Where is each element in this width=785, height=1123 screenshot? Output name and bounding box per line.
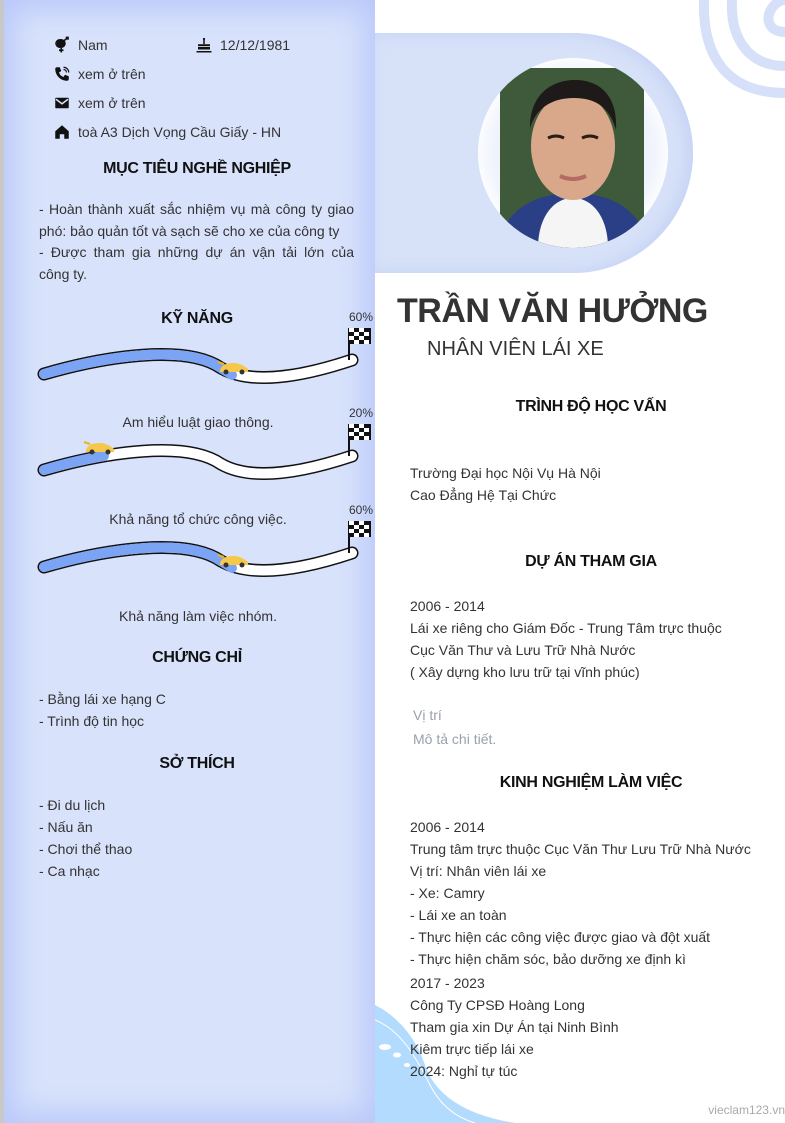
project-line: Cục Văn Thư và Lưu Trữ Nhà Nước <box>410 642 636 658</box>
project-placeholder <box>413 704 496 750</box>
decorative-swirl-icon <box>690 0 785 100</box>
certificates-title: CHỨNG CHỈ <box>152 649 242 666</box>
hobby-item: - Nấu ăn <box>39 819 93 835</box>
skill-percent: 60% <box>349 310 374 324</box>
skill-road-progress <box>36 322 378 390</box>
birthday-cake-icon <box>194 36 214 54</box>
experience-line: Tham gia xin Dự Án tại Ninh Bình <box>410 1019 619 1035</box>
certificate-item: - Bằng lái xe hạng C <box>39 691 166 707</box>
experience-entry <box>410 816 751 1082</box>
profile-photo <box>478 58 668 248</box>
phone-row <box>52 65 146 83</box>
project-period: 2006 - 2014 <box>410 598 485 614</box>
hobbies-title: SỞ THÍCH <box>159 755 235 772</box>
experience-line: 2024: Nghỉ tự túc <box>410 1063 518 1079</box>
experience-line: 2006 - 2014 <box>410 819 485 835</box>
job-title: NHÂN VIÊN LÁI XE <box>427 338 604 360</box>
skills-title: KỸ NĂNG <box>161 310 233 327</box>
gender-value: Nam <box>78 37 108 53</box>
experience-line: Công Ty CPSĐ Hoàng Long <box>410 997 585 1013</box>
checkered-flag-icon <box>349 424 371 440</box>
position-placeholder: Vị trí <box>413 707 442 723</box>
gender-icon <box>52 36 72 54</box>
gender-row <box>52 36 108 54</box>
skill-label: Am hiểu luật giao thông. <box>122 414 274 430</box>
objective-line: - Hoàn thành xuất sắc nhiệm vụ mà công ty giao phó: bảo quản tốt và sạch sẽ cho xe của công ty <box>39 201 354 239</box>
home-icon <box>52 123 72 141</box>
experience-line: - Lái xe an toàn <box>410 907 507 923</box>
skill-road-progress <box>36 418 378 486</box>
experience-line: - Thực hiện các công việc được giao và đột xuất <box>410 929 711 945</box>
skill-label: Khả năng tổ chức công việc. <box>109 511 287 527</box>
address-row <box>52 123 281 141</box>
objective-text <box>39 199 354 285</box>
experience-line: Trung tâm trực thuộc Cục Văn Thư Lưu Trữ Nhà Nước <box>410 841 751 857</box>
education-title: TRÌNH ĐỘ HỌC VẤN <box>515 398 667 415</box>
objective-title: MỤC TIÊU NGHỀ NGHIỆP <box>103 160 291 177</box>
education-item: Trường Đại học Nội Vụ Hà Nội <box>410 465 601 481</box>
experience-line: 2017 - 2023 <box>410 975 485 991</box>
experience-line: - Thực hiện chăm sóc, bảo dưỡng xe định kì <box>410 951 686 967</box>
hobbies-list <box>39 794 132 882</box>
phone-value: xem ở trên <box>78 66 146 82</box>
email-row <box>52 94 146 112</box>
education-list <box>410 462 601 506</box>
checkered-flag-icon <box>349 521 371 537</box>
project-line: Lái xe riêng cho Giám Đốc - Trung Tâm trực thuộc <box>410 620 722 636</box>
description-placeholder: Mô tả chi tiết. <box>413 731 497 747</box>
project-entry <box>410 595 722 683</box>
email-value: xem ở trên <box>78 95 146 111</box>
birthday-row <box>194 36 290 54</box>
experience-line: Kiêm trực tiếp lái xe <box>410 1041 534 1057</box>
hobby-item: - Đi du lịch <box>39 797 106 813</box>
objective-line: - Được tham gia những dự án vận tải lớn của công ty. <box>39 244 354 282</box>
candidate-name: TRẦN VĂN HƯỞNG <box>397 292 708 330</box>
certificate-item: - Trình độ tin học <box>39 713 145 729</box>
checkered-flag-icon <box>349 328 371 344</box>
email-icon <box>52 94 72 112</box>
projects-title: DỰ ÁN THAM GIA <box>525 553 657 570</box>
address-value: toà A3 Dịch Vọng Cầu Giấy - HN <box>78 124 282 140</box>
birthday-value: 12/12/1981 <box>220 37 291 53</box>
phone-icon <box>52 65 72 83</box>
skill-percent: 60% <box>349 503 374 517</box>
experience-line: Vị trí: Nhân viên lái xe <box>410 863 547 879</box>
skill-percent: 20% <box>349 406 374 420</box>
hobby-item: - Ca nhạc <box>39 863 100 879</box>
experience-title: KINH NGHIỆM LÀM VIỆC <box>499 774 683 791</box>
experience-line: - Xe: Camry <box>410 885 485 901</box>
project-line: ( Xây dựng kho lưu trữ tại vĩnh phúc) <box>410 664 640 680</box>
hobby-item: - Chơi thể thao <box>39 841 133 857</box>
education-item: Cao Đẳng Hệ Tại Chức <box>410 487 557 503</box>
certificates-list <box>39 688 166 732</box>
person-photo-icon <box>478 58 668 248</box>
skill-road-progress <box>36 515 378 583</box>
skill-label: Khả năng làm việc nhóm. <box>119 608 277 624</box>
watermark: vieclam123.vn <box>708 1103 785 1117</box>
